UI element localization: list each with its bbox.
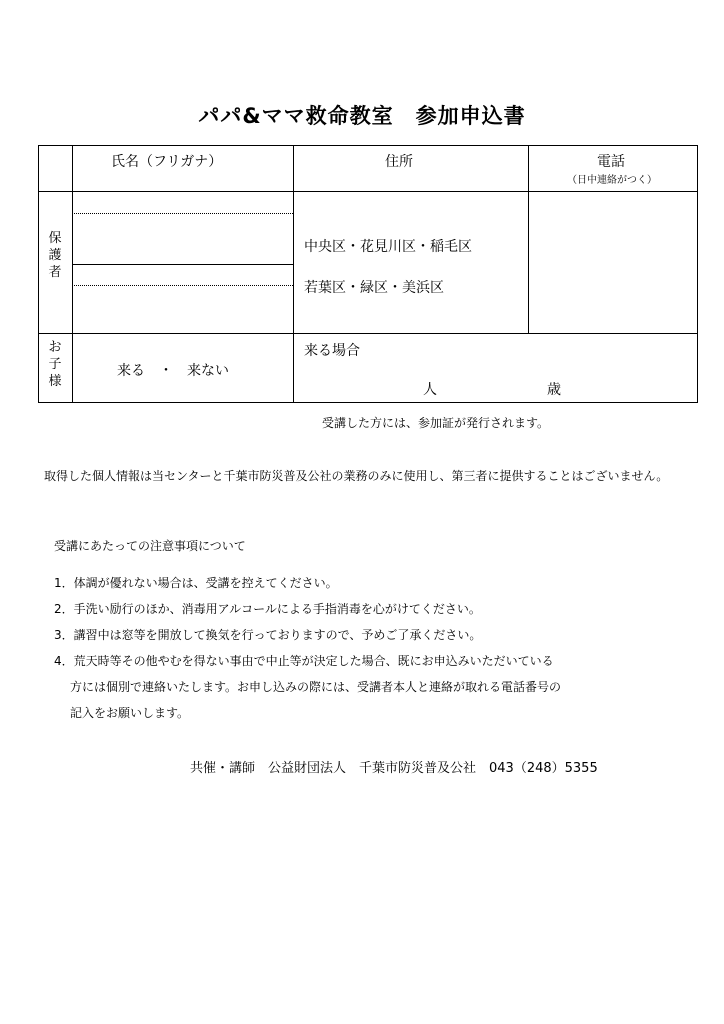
header-phone: 電話 — [597, 154, 625, 170]
page-title: パパ&ママ救命教室 参加申込書 — [198, 104, 526, 128]
furigana-dotted-line-1 — [72, 213, 293, 214]
people-unit: 人 — [423, 382, 437, 398]
notice-item: 1．体調が優れない場合は、受講を控えてください。 — [54, 576, 338, 590]
ward-options-line2: 若葉区・緑区・美浜区 — [304, 280, 444, 296]
guardian-label: 保 護 者 — [48, 231, 62, 280]
notice-item: 4．荒天時等その他やむを得ない事由で中止等が決定した場合、既にお申込みいただいている — [54, 654, 554, 668]
application-form-table — [38, 145, 698, 403]
ward-options-line1: 中央区・花見川区・稲毛区 — [304, 239, 472, 255]
header-phone-note: （日中連絡がつく） — [567, 175, 657, 186]
notice-item-continuation: 方には個別で連絡いたします。お申し込みの際には、受講者本人と連絡が取れる電話番号の — [70, 680, 562, 694]
if-attending-label: 来る場合 — [304, 343, 360, 359]
name-address-divider — [293, 146, 294, 333]
child-label: お 子 様 — [48, 340, 62, 389]
certificate-note: 受講した方には、参加証が発行されます。 — [322, 416, 550, 430]
notice-list — [54, 570, 561, 726]
notice-item-continuation: 記入をお願いします。 — [70, 706, 190, 720]
organizer-footer: 共催・講師 公益財団法人 千葉市防災普及公社 043（248）5355 — [190, 761, 598, 776]
label-column-divider — [72, 146, 73, 402]
privacy-text: 取得した個人情報は当センターと千葉市防災普及公社の業務のみに使用し、第三者に提供することはございません。 — [44, 469, 669, 483]
notice-item: 3．講習中は窓等を開放して換気を行っておりますので、予めご了承ください。 — [54, 628, 482, 642]
child-divider — [293, 333, 294, 402]
attend-options: 来る ・ 来ない — [117, 363, 229, 379]
notice-item: 2．手洗い励行のほか、消毒用アルコールによる手指消毒を心がけてください。 — [54, 602, 481, 616]
notice-heading: 受講にあたっての注意事項について — [54, 539, 246, 553]
guardian-child-divider — [39, 333, 697, 334]
guardian-name-divider — [72, 264, 293, 265]
age-unit: 歳 — [547, 382, 561, 398]
header-name: 氏名（フリガナ） — [111, 154, 223, 170]
header-row-divider — [39, 191, 697, 192]
address-phone-divider — [528, 146, 529, 333]
header-address: 住所 — [385, 154, 413, 170]
furigana-dotted-line-2 — [72, 285, 293, 286]
